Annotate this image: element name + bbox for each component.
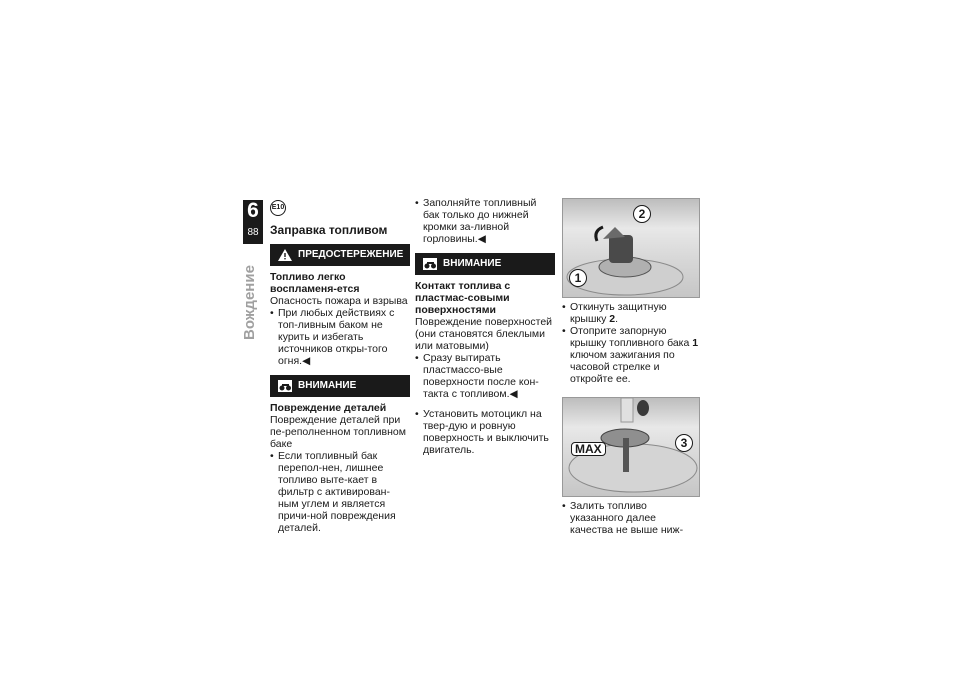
section-label: Вождение [241, 265, 258, 340]
callout-3: 3 [675, 434, 693, 452]
attention-bullet-2: • Сразу вытирать пластмассо-вые поверхности после кон-такта с топливом.◀ [415, 352, 555, 400]
attention-banner [270, 375, 410, 397]
warning-banner [270, 244, 410, 266]
attention-banner-label: ВНИМАНИЕ [298, 380, 357, 391]
refuel-bullet: • Залить топливо указанного далее качества не выше ниж- [562, 500, 702, 536]
callout-1: 1 [569, 269, 587, 287]
attention-text-2: Повреждение поверхностей (они становятся блеклыми или матовыми) [415, 316, 553, 352]
attention-banner-label: ВНИМАНИЕ [443, 258, 502, 269]
chapter-number: 6 [247, 199, 259, 222]
column-1 [270, 200, 410, 534]
attention-bullet: • Если топливный бак перепол-нен, лишнее топливо выте-кает в фильтр с активирован-ным углем и является причи-ной повреждения деталей. [270, 450, 410, 534]
unlock-cap-bullet: • Отоприте запорную крышку топливного бака 1 ключом зажигания по часовой стрелке и откройте ее. [562, 325, 702, 385]
warning-triangle-icon [278, 249, 292, 261]
page-number: 88 [247, 227, 259, 238]
motorcycle-attention-icon [278, 380, 292, 392]
max-label: MAX [571, 442, 606, 456]
open-cover-bullet: • Откинуть защитную крышку 2. [562, 301, 702, 325]
attention-text: Повреждение деталей при пе-реполненном топливном баке [270, 414, 406, 450]
warning-banner-label: ПРЕДОСТЕРЕЖЕНИЕ [298, 249, 404, 260]
attention-heading: Повреждение деталей [270, 402, 387, 414]
column-3 [562, 198, 702, 536]
warning-heading: Топливо легко воспламеня-ется [270, 271, 360, 295]
callout-2: 2 [633, 205, 651, 223]
fuel-filler-photo [562, 397, 700, 497]
attention-banner-2 [415, 253, 555, 275]
attention-heading-2: Контакт топлива с пластмас-совыми поверхностями [415, 280, 511, 316]
fill-level-bullet: • Заполняйте топливный бак только до нижней кромки за-ливной горловины.◀ [415, 197, 555, 245]
fuel-cap-photo [562, 198, 700, 298]
park-bullet: • Установить мотоцикл на твер-дую и ровную поверхность и выключить двигатель. [415, 408, 555, 456]
column-2 [415, 197, 555, 456]
motorcycle-attention-icon [423, 258, 437, 270]
warning-bullet: • При любых действиях с топ-ливным баком не курить и избегать источников откры-того огня.◀ [270, 307, 410, 367]
warning-text: Опасность пожара и взрыва [270, 295, 408, 307]
e10-badge: E10 [270, 200, 286, 216]
page-title: Заправка топливом [270, 223, 388, 237]
